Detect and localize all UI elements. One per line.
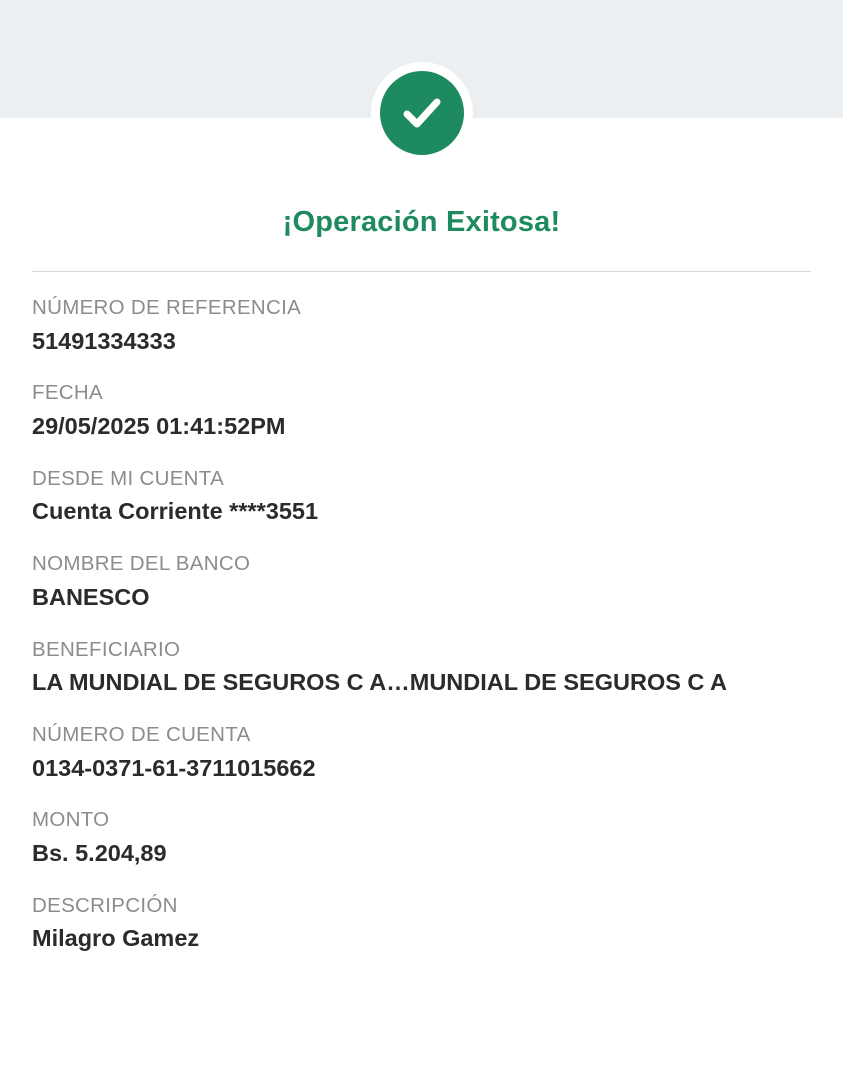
field-value: 0134-0371-61-3711015662 xyxy=(32,754,316,781)
receipt-content xyxy=(0,118,843,955)
field-label: BENEFICIARIO xyxy=(32,637,181,661)
field-label: NOMBRE DEL BANCO xyxy=(32,552,251,576)
field-value: LA MUNDIAL DE SEGUROS C A…MUNDIAL DE SEGUROS C A xyxy=(32,669,728,696)
field-nombre-del-banco xyxy=(32,550,811,613)
field-fecha xyxy=(32,379,811,442)
field-numero-de-cuenta xyxy=(32,721,811,784)
field-monto xyxy=(32,806,811,869)
field-label: FECHA xyxy=(32,381,103,405)
field-label: DESDE MI CUENTA xyxy=(32,466,225,490)
receipt-field-list xyxy=(32,272,811,955)
field-desde-mi-cuenta xyxy=(32,465,811,528)
field-value: Milagro Gamez xyxy=(32,925,200,952)
field-value: BANESCO xyxy=(32,583,150,610)
field-value: 29/05/2025 01:41:52PM xyxy=(32,413,286,440)
field-label: DESCRIPCIÓN xyxy=(32,893,178,917)
field-label: NÚMERO DE REFERENCIA xyxy=(32,296,302,319)
field-value: 51491334333 xyxy=(32,327,176,354)
field-value: Bs. 5.204,89 xyxy=(32,840,167,867)
field-descripcion xyxy=(32,892,811,955)
field-label: MONTO xyxy=(32,808,110,832)
page-title: ¡Operación Exitosa! xyxy=(282,206,561,238)
field-label: NÚMERO DE CUENTA xyxy=(32,722,251,746)
field-beneficiario xyxy=(32,636,811,699)
field-value: Cuenta Corriente ****3551 xyxy=(32,498,319,525)
field-numero-de-referencia xyxy=(32,294,811,357)
